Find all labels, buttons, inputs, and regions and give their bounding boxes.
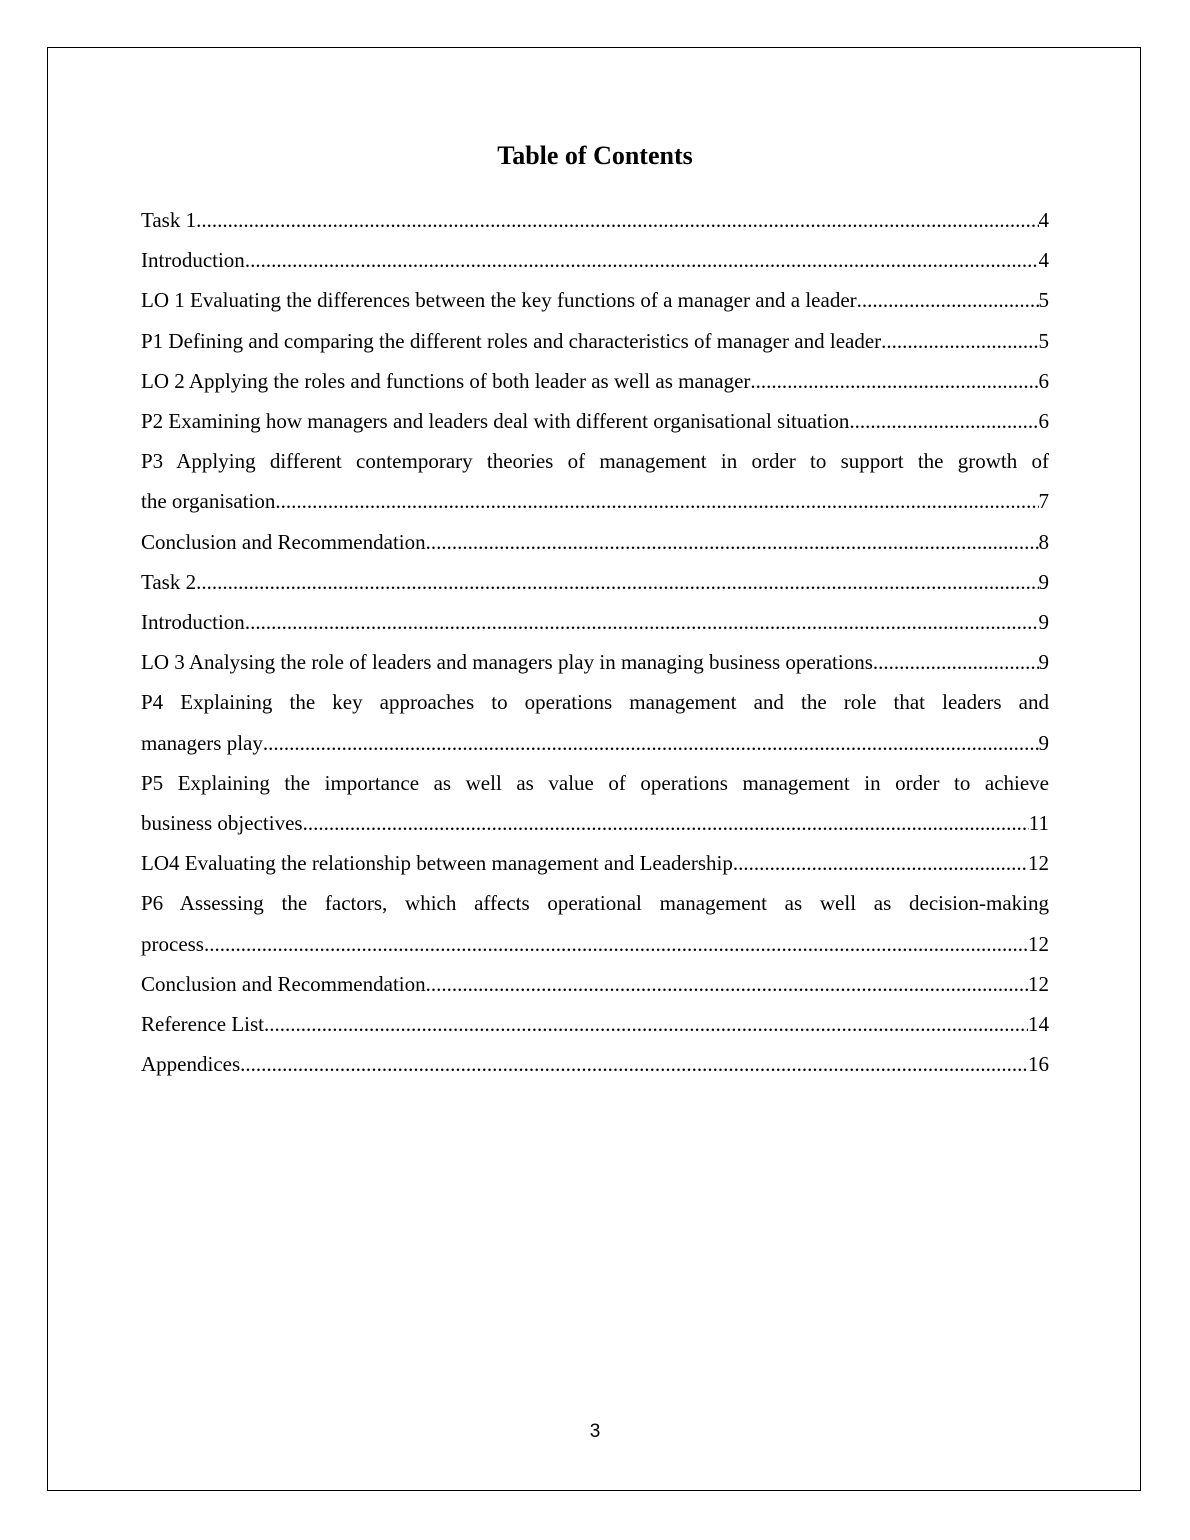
toc-entry-label: Conclusion and Recommendation <box>141 971 426 996</box>
toc-leader-dots <box>196 562 1038 602</box>
toc-entry-p1[interactable] <box>141 321 1049 361</box>
toc-entry-label-line2: managers play <box>141 730 263 755</box>
toc-entry-task-1[interactable] <box>141 200 1049 240</box>
toc-entry-p3[interactable] <box>141 441 1049 521</box>
toc-entry-label: LO 1 Evaluating the differences between the key functions of a manager and a leader <box>141 288 857 313</box>
toc-page-number: 14 <box>1028 1012 1049 1037</box>
toc-entry-label-line1: P3 Applying different contemporary theories of management in order to support the growth of <box>141 449 1049 474</box>
toc-leader-dots <box>426 964 1028 1004</box>
toc-entry-label: LO 3 Analysing the role of leaders and managers play in managing business operations <box>141 650 873 675</box>
toc-leader-dots <box>245 240 1039 280</box>
toc-leader-dots <box>204 924 1028 964</box>
toc-entry-last-line <box>141 924 1049 964</box>
toc-entry-label: LO4 Evaluating the relationship between management and Leadership <box>141 851 733 876</box>
toc-leader-dots <box>849 401 1038 441</box>
toc-page-number: 6 <box>1038 409 1049 434</box>
toc-leader-dots <box>240 1044 1028 1084</box>
toc-entry-appendices[interactable] <box>141 1044 1049 1084</box>
toc-entry-lo4[interactable] <box>141 843 1049 883</box>
toc-entry-conclusion-1[interactable] <box>141 522 1049 562</box>
toc-entry-label-line1: P4 Explaining the key approaches to operations management and the role that leaders and <box>141 690 1049 715</box>
toc-leader-dots <box>263 723 1039 763</box>
toc-entry-p4[interactable] <box>141 682 1049 762</box>
toc-page-number: 5 <box>1038 328 1049 353</box>
toc-entry-last-line <box>141 481 1049 521</box>
toc-page-number: 6 <box>1038 368 1049 393</box>
toc-entry-reference-list[interactable] <box>141 1004 1049 1044</box>
toc-page-number: 12 <box>1028 971 1049 996</box>
toc-entry-p6[interactable] <box>141 883 1049 963</box>
toc-page-number: 8 <box>1038 529 1049 554</box>
toc-leader-dots <box>733 843 1028 883</box>
toc-entry-conclusion-2[interactable] <box>141 964 1049 1004</box>
toc-entry-label-line2: process <box>141 931 204 956</box>
toc-leader-dots <box>857 280 1039 320</box>
toc-entry-label: P1 Defining and comparing the different roles and characteristics of manager and leader <box>141 328 882 353</box>
toc-entry-label: Appendices <box>141 1052 241 1077</box>
toc-page-number: 16 <box>1028 1052 1049 1077</box>
toc-page-number: 12 <box>1028 851 1049 876</box>
toc-entry-label-line2: the organisation <box>141 489 276 514</box>
toc-title: Table of Contents <box>497 141 693 170</box>
toc-page-number: 9 <box>1038 730 1049 755</box>
toc-leader-dots <box>881 321 1038 361</box>
toc-entry-label: Introduction <box>141 610 245 635</box>
toc-page-number: 9 <box>1038 569 1049 594</box>
toc-page-number: 12 <box>1028 931 1049 956</box>
toc-entry-lo2[interactable] <box>141 361 1049 401</box>
toc-entry-label: Reference List <box>141 1012 265 1037</box>
toc-entry-label: Introduction <box>141 248 245 273</box>
toc-leader-dots <box>264 1004 1028 1044</box>
toc-entry-p5[interactable] <box>141 763 1049 843</box>
toc-entry-label-line2: business objectives <box>141 811 303 836</box>
toc-leader-dots <box>275 481 1038 521</box>
toc-leader-dots <box>196 200 1038 240</box>
toc-page-number: 5 <box>1038 288 1049 313</box>
toc-leader-dots <box>750 361 1038 401</box>
toc-entry-label: P2 Examining how managers and leaders deal with different organisational situation <box>141 409 850 434</box>
toc-entry-introduction-1[interactable] <box>141 240 1049 280</box>
toc-page-number: 4 <box>1038 208 1049 232</box>
toc-entry-last-line <box>141 723 1049 763</box>
toc-entry-label: Task 1 <box>141 208 197 232</box>
toc-entry-lo3[interactable] <box>141 642 1049 682</box>
toc-entry-task-2[interactable] <box>141 562 1049 602</box>
page-number: 3 <box>589 1421 601 1442</box>
toc-entry-lo1[interactable] <box>141 280 1049 320</box>
toc-leader-dots <box>873 642 1039 682</box>
toc-entry-p2[interactable] <box>141 401 1049 441</box>
toc-entry-label-line1: P6 Assessing the factors, which affects operational management as well as decision-making <box>141 891 1049 916</box>
toc-page-number: 9 <box>1038 650 1049 675</box>
toc-leader-dots <box>426 522 1039 562</box>
toc-page-number: 4 <box>1038 248 1049 273</box>
toc-page-number: 9 <box>1038 610 1049 635</box>
toc-entry-label: Conclusion and Recommendation <box>141 529 426 554</box>
toc-entry-introduction-2[interactable] <box>141 602 1049 642</box>
toc-page-number: 11 <box>1028 811 1049 836</box>
toc-entry-label-line1: P5 Explaining the importance as well as value of operations management in order to achieve <box>141 770 1049 795</box>
toc-entry-last-line <box>141 803 1049 843</box>
toc-list <box>141 200 1049 1084</box>
toc-entry-label: LO 2 Applying the roles and functions of both leader as well as manager <box>141 368 751 393</box>
toc-page-number: 7 <box>1038 489 1049 514</box>
toc-leader-dots <box>245 602 1039 642</box>
toc-leader-dots <box>303 803 1029 843</box>
toc-entry-label: Task 2 <box>141 569 197 594</box>
